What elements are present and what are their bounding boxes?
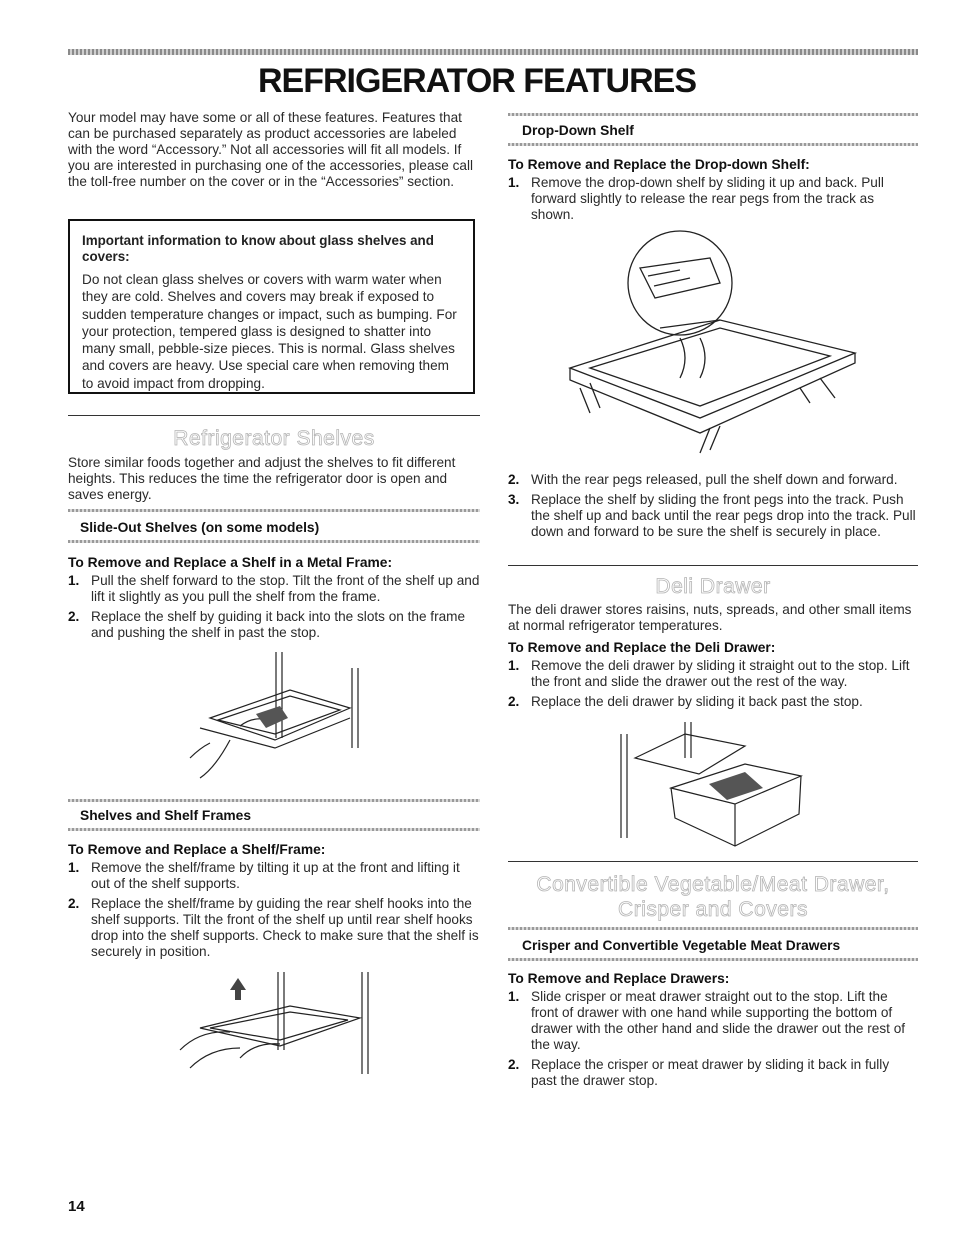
list-item: 3. Replace the shelf by sliding the front pegs into the track. Push the shelf up and back until the rear pegs drop into the track. Pull down and forward to be sure the shelf is securely in place. bbox=[508, 492, 916, 539]
section-heading-deli: Deli Drawer bbox=[655, 575, 771, 598]
steps-metal-frame bbox=[68, 573, 480, 645]
shelves-intro: Store similar foods together and adjust the shelves to fit different heights. This reduces the time the refrigerator door is open and saves energy. bbox=[68, 455, 456, 502]
slide-out-shelf-illustration bbox=[180, 648, 380, 788]
page-title: REFRIGERATOR FEATURES bbox=[257, 62, 697, 100]
crisper-heading-line1: Convertible Vegetable/Meat Drawer, bbox=[536, 873, 890, 896]
header-dotted-bar bbox=[68, 49, 918, 55]
procedure-heading-crisper: To Remove and Replace Drawers: bbox=[508, 971, 730, 986]
section-divider bbox=[68, 415, 480, 416]
subheading-rule-bottom bbox=[68, 828, 480, 831]
procedure-heading-deli: To Remove and Replace the Deli Drawer: bbox=[508, 640, 776, 655]
intro-paragraph: Your model may have some or all of these features. Features that can be purchased separately as product accessories are labeled with the word “Accessory.” Not all accessories will fit all models. If you are interested in purchasing one of the accessories, please call the toll-free number on the cover or in the “Accessories” section. bbox=[68, 110, 474, 189]
crisper-heading-line2: Crisper and Covers bbox=[618, 898, 808, 921]
warning-text: Do not clean glass shelves or covers with warm water when they are cold. Shelves and covers may break if exposed to sudden temperature changes or impact, such as bumping. For your protection, tempered glass is designed to shatter into many small, pebble-size pieces. This is normal. Glass shelves and covers are heavy. Use special care when removing them to avoid impact from dropping. bbox=[82, 272, 457, 391]
section-divider bbox=[508, 861, 918, 862]
steps-drop-down-a bbox=[508, 175, 918, 227]
steps-drop-down-b bbox=[508, 472, 918, 544]
subheading-rule-top bbox=[508, 927, 918, 930]
list-item: 1. Pull the shelf forward to the stop. Tilt the front of the shelf up and lift it slightly as you pull the shelf from the frame. bbox=[68, 573, 480, 604]
shelf-frame-illustration bbox=[170, 968, 390, 1080]
subheading-rule-bottom bbox=[508, 958, 918, 961]
list-item: 2. Replace the shelf/frame by guiding the rear shelf hooks into the shelf supports. Tilt the front of the shelf up until rear shelf hooks drop into the shelf supports. Check to make sure that the shelf is securely in position. bbox=[68, 896, 479, 959]
subheading-rule-bottom bbox=[68, 540, 480, 543]
steps-deli bbox=[508, 658, 918, 714]
deli-intro: The deli drawer stores raisins, nuts, spreads, and other small items at normal refrigerator temperatures. bbox=[508, 602, 912, 633]
list-item: 2. With the rear pegs released, pull the shelf down and forward. bbox=[508, 472, 898, 487]
list-item: 2. Replace the deli drawer by sliding it back past the stop. bbox=[508, 694, 863, 709]
list-item: 2. Replace the crisper or meat drawer by sliding it back in fully past the drawer stop. bbox=[508, 1057, 890, 1088]
subheading-rule-top bbox=[68, 509, 480, 512]
list-item: 1. Remove the deli drawer by sliding it straight out to the stop. Lift the front and slide the drawer out the rest of the way. bbox=[508, 658, 910, 689]
procedure-heading-drop-down: To Remove and Replace the Drop-down Shelf: bbox=[508, 157, 810, 172]
subheading-rule-top bbox=[508, 113, 918, 116]
list-item: 1. Remove the drop-down shelf by sliding it up and back. Pull forward slightly to release the rear pegs from the track as shown. bbox=[508, 175, 884, 222]
section-heading-shelves: Refrigerator Shelves bbox=[173, 427, 375, 450]
subheading-rule-top bbox=[68, 799, 480, 802]
steps-crisper bbox=[508, 989, 918, 1093]
list-item: 2. Replace the shelf by guiding it back into the slots on the frame and pushing the shelf in past the stop. bbox=[68, 609, 466, 640]
page-number: 14 bbox=[68, 1198, 85, 1215]
procedure-heading-metal-frame: To Remove and Replace a Shelf in a Metal Frame: bbox=[68, 555, 393, 570]
subheading-drop-down: Drop-Down Shelf bbox=[522, 123, 634, 138]
subheading-rule-bottom bbox=[508, 143, 918, 146]
warning-title: Important information to know about glass shelves and covers: bbox=[82, 233, 434, 264]
list-item: 1. Slide crisper or meat drawer straight out to the stop. Lift the front of drawer with one hand while supporting the bottom of drawer with the other hand and slide the drawer out the rest of the way. bbox=[508, 989, 906, 1052]
procedure-heading-shelf-frame: To Remove and Replace a Shelf/Frame: bbox=[68, 842, 326, 857]
section-divider bbox=[508, 565, 918, 566]
subheading-slide-out: Slide-Out Shelves (on some models) bbox=[80, 520, 320, 535]
subheading-shelf-frames: Shelves and Shelf Frames bbox=[80, 808, 251, 823]
list-item: 1. Remove the shelf/frame by tilting it up at the front and lifting it out of the shelf supports. bbox=[68, 860, 460, 891]
section-heading-crisper bbox=[508, 872, 918, 922]
steps-shelf-frame bbox=[68, 860, 480, 964]
glass-warning-box bbox=[68, 219, 475, 394]
deli-drawer-illustration bbox=[615, 718, 815, 850]
drop-down-shelf-illustration bbox=[560, 228, 860, 458]
subheading-crisper: Crisper and Convertible Vegetable Meat Drawers bbox=[522, 938, 841, 953]
